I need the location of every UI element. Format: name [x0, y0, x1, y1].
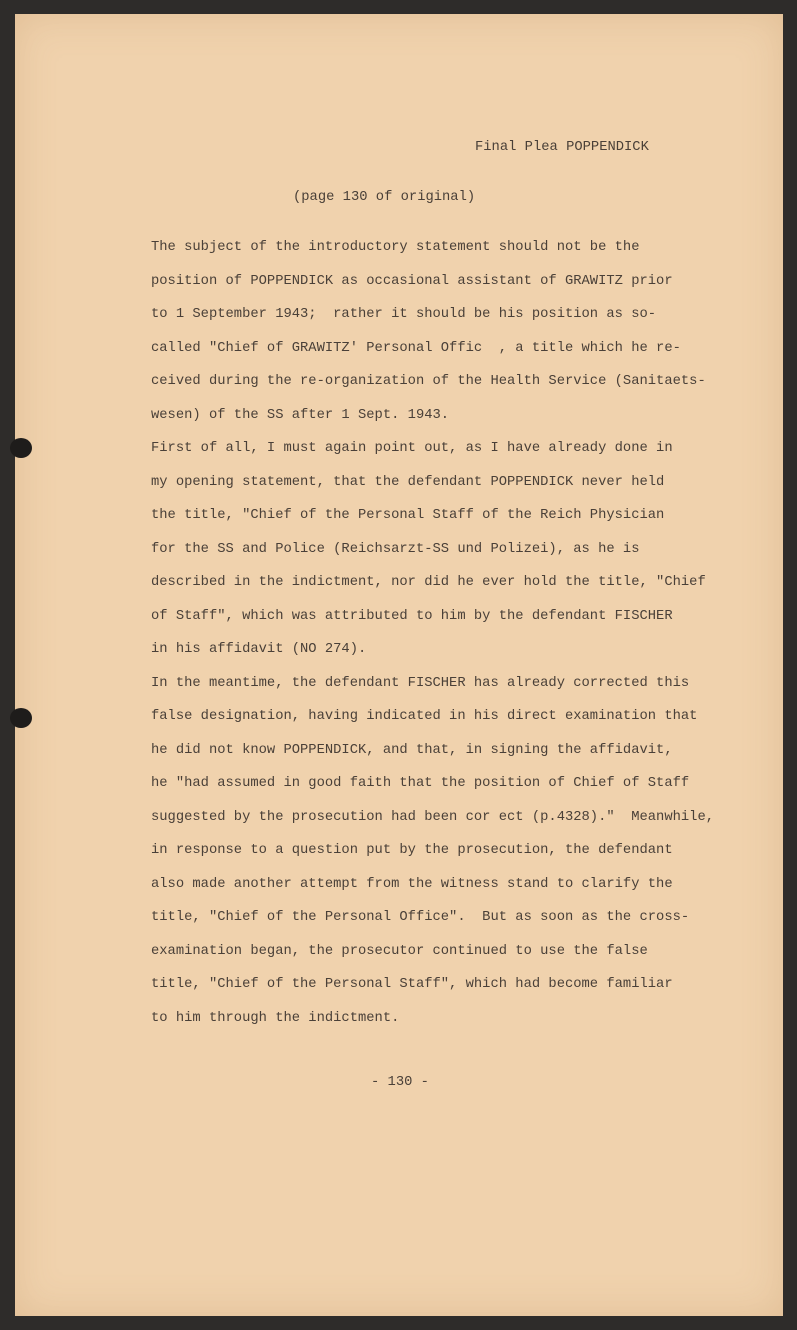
document-header: Final Plea POPPENDICK	[475, 140, 649, 155]
text-line: described in the indictment, nor did he ever hold the title, "Chief	[151, 575, 706, 590]
document-page	[15, 14, 783, 1316]
text-line: title, "Chief of the Personal Staff", which had become familiar	[151, 977, 673, 992]
text-line: the title, "Chief of the Personal Staff of the Reich Physician	[151, 508, 665, 523]
text-line: called "Chief of GRAWITZ' Personal Offic , a title which he re-	[151, 340, 681, 356]
text-line: to him through the indictment.	[151, 1010, 400, 1026]
text-line: he "had assumed in good faith that the position of Chief of Staff	[151, 776, 690, 791]
text-line: in response to a question put by the prosecution, the defendant	[151, 843, 673, 858]
text-line: suggested by the prosecution had been cor ect (p.4328)." Meanwhile,	[151, 809, 715, 825]
text-line: wesen) of the SS after 1 Sept. 1943.	[151, 407, 450, 423]
binder-hole	[10, 438, 32, 458]
text-line: The subject of the introductory statement should not be the	[151, 240, 640, 255]
text-line: for the SS and Police (Reichsarzt-SS und Polizei), as he is	[151, 541, 640, 557]
text-line: in his affidavit (NO 274).	[151, 642, 367, 657]
text-line: title, "Chief of the Personal Office". But as soon as the cross-	[151, 910, 690, 925]
text-line: examination began, the prosecutor continued to use the false	[151, 943, 648, 959]
text-line: he did not know POPPENDICK, and that, in signing the affidavit,	[151, 742, 673, 758]
text-line: position of POPPENDICK as occasional assistant of GRAWITZ prior	[151, 273, 673, 289]
text-line: false designation, having indicated in his direct examination that	[151, 709, 698, 724]
page-reference: (page 130 of original)	[293, 190, 476, 205]
text-line: my opening statement, that the defendant POPPENDICK never held	[151, 474, 665, 490]
text-line: First of all, I must again point out, as I have already done in	[151, 441, 673, 456]
text-line: also made another attempt from the witness stand to clarify the	[151, 876, 673, 892]
text-line: ceived during the re-organization of the Health Service (Sanitaets-	[151, 374, 706, 389]
text-line: to 1 September 1943; rather it should be his position as so-	[151, 307, 657, 322]
text-line: In the meantime, the defendant FISCHER has already corrected this	[151, 675, 690, 691]
page-number: - 130 -	[371, 1075, 429, 1090]
binder-hole	[10, 708, 32, 728]
text-line: of Staff", which was attributed to him by the defendant FISCHER	[151, 608, 673, 624]
